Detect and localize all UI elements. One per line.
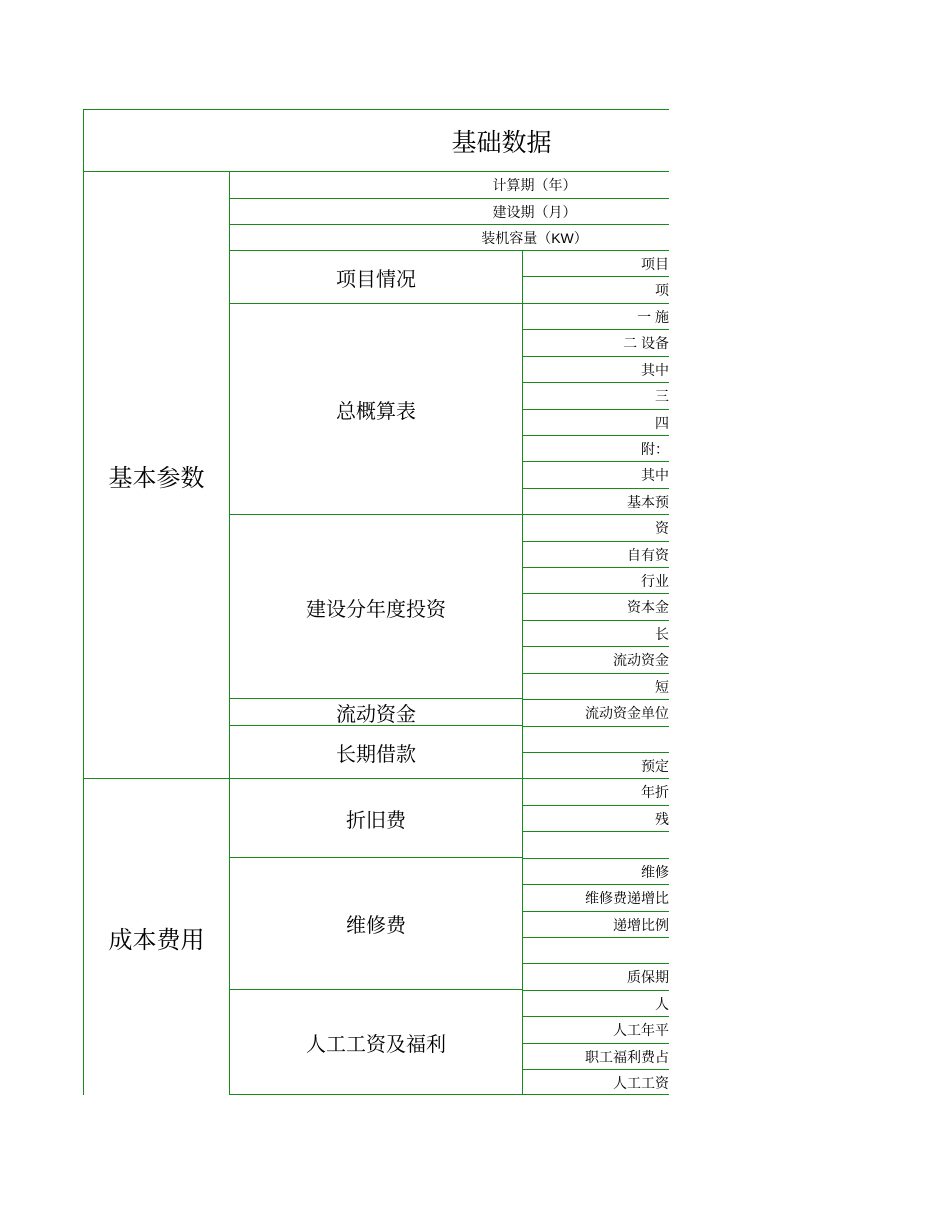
item-row: 维修 — [522, 858, 669, 884]
item-row: 项 — [522, 276, 669, 303]
group-project: 项目情况 — [229, 250, 522, 303]
row-construction-period: 建设期（月） — [229, 198, 669, 224]
item-row: 附： — [522, 435, 669, 461]
item-row — [522, 831, 669, 858]
item-row: 递增比例 — [522, 911, 669, 937]
group-depreciation: 折旧费 — [229, 778, 522, 857]
item-row: 长 — [522, 620, 669, 646]
group-annual-investment: 建设分年度投资 — [229, 514, 522, 699]
section-cost: 成本费用 — [83, 778, 230, 1095]
item-row: 残 — [522, 805, 669, 831]
item-row: 项目 — [522, 250, 669, 276]
sheet-title: 基础数据 — [451, 129, 552, 157]
item-row: 资本金 — [522, 593, 669, 620]
item-row: 一 施 — [522, 303, 669, 329]
item-row — [522, 937, 669, 963]
item-row: 维修费递增比 — [522, 884, 669, 911]
item-row: 流动资金单位 — [522, 699, 669, 726]
group-long-term-loan: 长期借款 — [229, 725, 522, 778]
item-row: 预定 — [522, 752, 669, 778]
section-basic-params: 基本参数 — [83, 171, 230, 778]
spreadsheet — [83, 109, 669, 1095]
item-row: 四 — [522, 409, 669, 435]
group-working-capital: 流动资金 — [229, 698, 522, 725]
item-row: 质保期 — [522, 963, 669, 990]
row-installed-capacity: 装机容量（KW） — [229, 224, 669, 251]
item-row: 基本预 — [522, 488, 669, 514]
item-row: 人工年平 — [522, 1016, 669, 1043]
item-row: 二 设备 — [522, 329, 669, 356]
item-row: 行业 — [522, 567, 669, 593]
row-calc-period: 计算期（年） — [229, 171, 669, 198]
item-row: 资 — [522, 514, 669, 541]
group-budget: 总概算表 — [229, 303, 522, 515]
item-row: 短 — [522, 673, 669, 699]
item-row: 自有资 — [522, 541, 669, 567]
item-row — [522, 726, 669, 752]
item-row: 流动资金 — [522, 646, 669, 673]
item-row: 其中 — [522, 461, 669, 488]
item-row: 职工福利费占 — [522, 1043, 669, 1069]
item-row: 三 — [522, 382, 669, 409]
item-row: 年折 — [522, 778, 669, 805]
group-maintenance: 维修费 — [229, 857, 522, 989]
item-row: 人工工资 — [522, 1069, 669, 1095]
item-row: 人 — [522, 990, 669, 1016]
item-row: 其中 — [522, 356, 669, 382]
group-labor: 人工工资及福利 — [229, 989, 522, 1095]
